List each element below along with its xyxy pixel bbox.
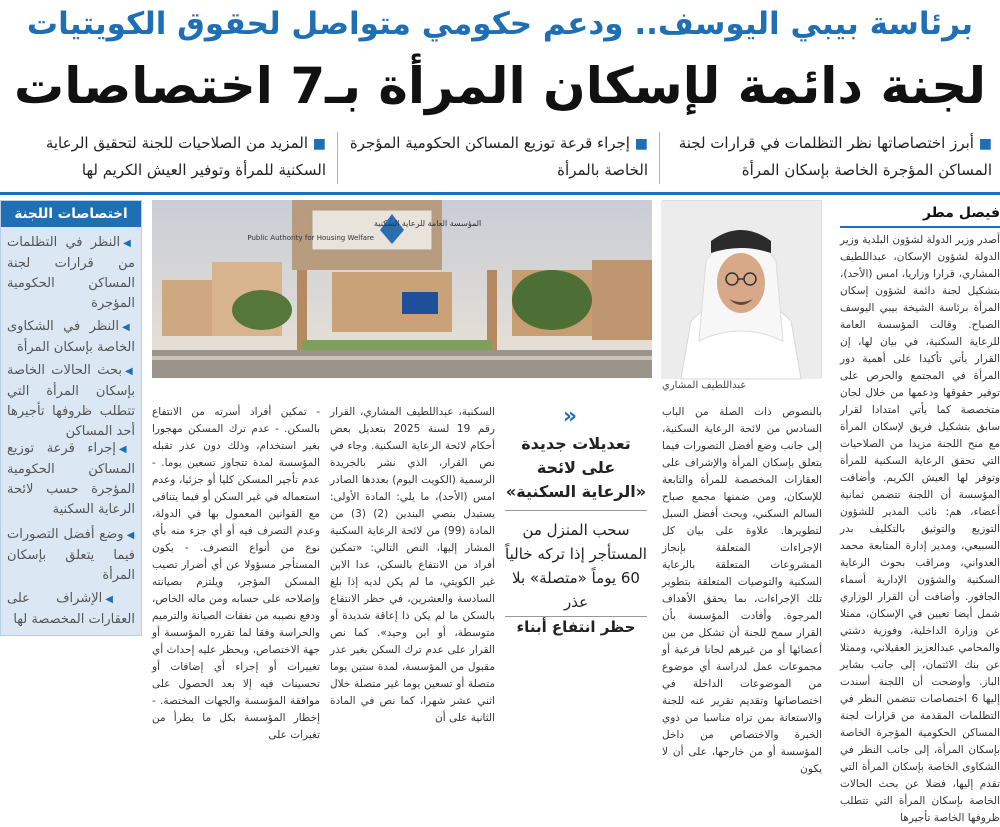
article-column-2: السكنية، عبداللطيف المشاري، القرار رقم 19 لسنة 2025 بتعديل بعض أحكام لائحة الرعاية السكنية. وجاء في نص القرار، الذي نشر بالجريدة الرسمية (الكويت اليوم) بعددها الصادر امس (الأحد)، ما يلي: المادة الأولى: يستبدل بنصي البندين (2) (3) من المادة (99) من لائحة الرعاية السكنية المشار إليها، النص التالي: «تمكين أفراد من الانتفاع بالسكن، عدا الابن غير الكويتي، ما لم يكن لديه إذا بلغ السادسة والعشرين، في حظر الانتفاع بالسكن ما لم يكن ذا إعاقة شديدة أو متوسطة، أو ابن وحيد». كما نص القرار على عدم ترك السكن بغير عذر مقبول من المؤسسة، لمدة ستين يوما متصلة أو تسعين يوما غير متصلة خلال اثني عشر شهرا، كما نص في المادة الثانية على أن bbox=[330, 406, 496, 724]
sidebar-item bbox=[7, 361, 135, 442]
article-column-1: - تمكين أفراد أسرته من الانتفاع بالسكن. - عدم ترك المسكن مهجورا بغير استخدام، وذلك دون عذر تقبله المؤسسة لمدة تتجاوز تسعين يوما. - عدم تأجير المسكن كليا أو جزئيا، وعدم استعماله في غير السكن أو فيما يتنافى مع القوانين المعمول بها في الدولة، وعدم التصرف فيه أو أي جزء منه بأي نوع من أنواع التصرف. - يكون المستأجر مسؤولا عن أي أضرار تصيب المسكن المؤجر، ويلتزم بصيانته وإصلاحه على حسابه ومن ماله الخاص، ودفع نصيبه من نفقات الصيانة والترميم والحراسة وفقا لما تقرره المؤسسة أو جهة الاختصاص، وبحظر عليه إحداث أي تغييرات أو إجراء أي إضافات أو تحسينات فيه إلا بعد الحصول على موافقة المؤسسة والجهات المختصة. - إخطار المؤسسة بكل ما يطرأ من تغيرات على bbox=[152, 406, 320, 741]
main-headline: لجنة دائمة لإسكان المرأة بـ7 اختصاصات bbox=[13, 57, 987, 115]
triangle-bullet-icon: ◀ bbox=[123, 238, 135, 249]
sidebar-item-text: الإشراف على العقارات المخصصة لها bbox=[7, 591, 135, 627]
summary-bullet-text: المزيد من الصلاحيات للجنة لتحقيق الرعاية السكنية للمرأة وتوفير العيش الكريم لها bbox=[45, 134, 326, 179]
triangle-bullet-icon: ◀ bbox=[125, 366, 135, 377]
sidebar-item-text: بحث الحالات الخاصة بإسكان المرأة التي تتطلب ظروفها تأجيرها أحد المساكن bbox=[7, 363, 135, 439]
double-chevron-left-icon: « bbox=[562, 404, 578, 429]
building-illustration bbox=[152, 200, 652, 378]
sign-english: Public Authority for Housing Welfare bbox=[247, 234, 374, 242]
byline: فيصل مطر bbox=[922, 205, 1000, 221]
sign-arabic: المؤسسة العامة للرعاية السكنية bbox=[374, 219, 482, 228]
feature-title-1: تعديلات جديدة على لائحة «الرعاية السكنية» bbox=[505, 434, 647, 501]
summary-bullet-text: إجراء قرعة توزيع المساكن الحكومية المؤجرة الخاصة بالمرأة bbox=[349, 134, 648, 179]
bullet-divider bbox=[659, 132, 660, 184]
sidebar-item bbox=[7, 439, 135, 520]
sidebar-item-text: وضع أفضل التصورات فيما يتعلق بإسكان المرأة bbox=[7, 527, 135, 583]
bullet-divider bbox=[337, 132, 338, 184]
sidebar-item bbox=[7, 589, 135, 630]
sidebar-item bbox=[7, 525, 135, 586]
sidebar-item-text: النظر في التظلمات من قرارات لجنة المساكن الحكومية المؤجرة bbox=[7, 235, 135, 311]
triangle-bullet-icon: ◀ bbox=[118, 444, 135, 455]
section-rule bbox=[0, 192, 1000, 195]
square-bullet-icon: ■ bbox=[978, 136, 992, 152]
byline-rule bbox=[840, 226, 1000, 228]
article-column-right: أصدر وزير الدولة لشؤون البلدية وزير الدولة لشؤون الإسكان، عبداللطيف المشاري، قرارا وزاريا، امس (الأحد)، بتشكيل لجنة دائمة لشؤون إسكان المرأة برئاسة الشيخة بيبي اليوسف الصباح. وقالت المؤسسة العامة للرعاية السكنية، في بيان لها، إن القرار يأتي تأكيدا على أهمية دور المرأة في المجتمع والحرص على توفير حقوقها ودعمها من خلال لجان متخصصة كما يأتي امتدادا لقرار سابق بتشكيل فريق لإسكان المرأة مع منح اللجنة مزيدا من الصلاحيات التي تحقق الرعاية السكنية للمرأة وتوفر لها العيش الكريم. وأضافت المؤسسة أن اللجنة تتضمن ثمانية أعضاء، هم: نائب المدير للشؤون التوزيع والتوثيق بالتكليف بدر السبيعي، ومدير إدارة المتابعة محمد العدواني، ومراقب بحوث الرعاية السكنية والشؤون الإدارية أسماء الجافور. وأضافت أن القرار الوزاري شمل أيضا تعيين في الإسكان، ممثلا عن وزارة الداخلية، وفوزية دشتي والمحامي عبدالعزيز العقيلاني، وممثلا عن بنك الائتمان، إلى جانب بشاير الباز. وأوضحت أن اللجنة أسندت إليها 6 اختصاصات تتضمن النظر في التظلمات المقدمة من قرارات لجنة المساكن الحكومية المؤجرة الخاصة بإسكان المرأة، إلى جانب النظر في الشكاوى الخاصة بإسكان المرأة التي تقدم إليها، فضلا عن بحث الحالات الخاصة بإسكان المرأة التي تتطلب ظروفها الخاصة تأجيرها bbox=[840, 234, 1000, 824]
kicker-headline: برئاسة بيبي اليوسف.. ودعم حكومي متواصل لحقوق الكويتيات bbox=[26, 6, 974, 42]
feature-title-2: سحب المنزل من المستأجر إذا تركه خالياً 60 يوماً «متصلة» بلا عذر bbox=[505, 521, 647, 611]
triangle-bullet-icon: ◀ bbox=[105, 594, 135, 605]
summary-bullet-text: أبرز اختصاصاتها نظر التظلمات في قرارات لجنة المساكن المؤجرة الخاصة بإسكان المرأة bbox=[678, 134, 992, 179]
sidebar-item-text: إجراء قرعة توزيع المساكن الحكومية المؤجرة حسب لائحة الرعاية السكنية bbox=[7, 441, 135, 517]
summary-bullets bbox=[0, 126, 1000, 190]
article-column-3: بالنصوص ذات الصلة من الباب السادس من لائحة الرعاية السكنية، إلى جانب وضع أفضل التصورات فيما يتعلق بإسكان المرأة والإشراف على العقارات المخصصة للمرأة والتابعة للإسكان، ومن ضمنها مجمع صباح السالم السكني، وبحث أفضل السبل لتطويرها. علاوة على بيان كل الإجراءات المتعلقة بإنجاز المشروعات المتعلقة بالرعاية السكنية والتوصيات المتعلقة بتطوير تلك الإجراءات، بما يحقق الأهداف المرجوة. وأفادت المؤسسة بأن القرار سمح للجنة أن تشكل من بين أعضائها أو من غيرهم لجانا فرعية أو مجموعات عمل لدراسة أي موضوع من الموضوعات الداخلة في اختصاصاتها وتقديم تقرير عنه للجنة والاستعانة بمن تراه مناسبا من ذوي الخبرة والاختصاص من داخل المؤسسة أو من خارجها، على أن لا يكون bbox=[662, 406, 822, 775]
feature-title-3: حظر انتفاع أبناء bbox=[516, 618, 636, 636]
portrait-photo bbox=[662, 200, 822, 378]
committee-duties-sidebar bbox=[0, 200, 142, 636]
feature-divider bbox=[505, 510, 647, 511]
sidebar-item bbox=[7, 317, 135, 358]
triangle-bullet-icon: ◀ bbox=[122, 322, 135, 333]
summary-bullet-1 bbox=[662, 126, 1000, 190]
summary-bullet-2 bbox=[340, 126, 656, 190]
sidebar-title: اختصاصات اللجنة bbox=[1, 201, 141, 227]
portrait-caption: عبداللطيف المشاري bbox=[662, 380, 747, 391]
building-photo bbox=[152, 200, 652, 378]
triangle-bullet-icon: ◀ bbox=[126, 530, 135, 541]
portrait-illustration bbox=[661, 201, 821, 379]
sidebar-item bbox=[7, 233, 135, 314]
sidebar-item-text: النظر في الشكاوى الخاصة بإسكان المرأة bbox=[7, 319, 135, 355]
square-bullet-icon: ■ bbox=[312, 136, 326, 152]
square-bullet-icon: ■ bbox=[634, 136, 648, 152]
feature-divider bbox=[505, 616, 647, 617]
summary-bullet-3 bbox=[0, 126, 334, 190]
